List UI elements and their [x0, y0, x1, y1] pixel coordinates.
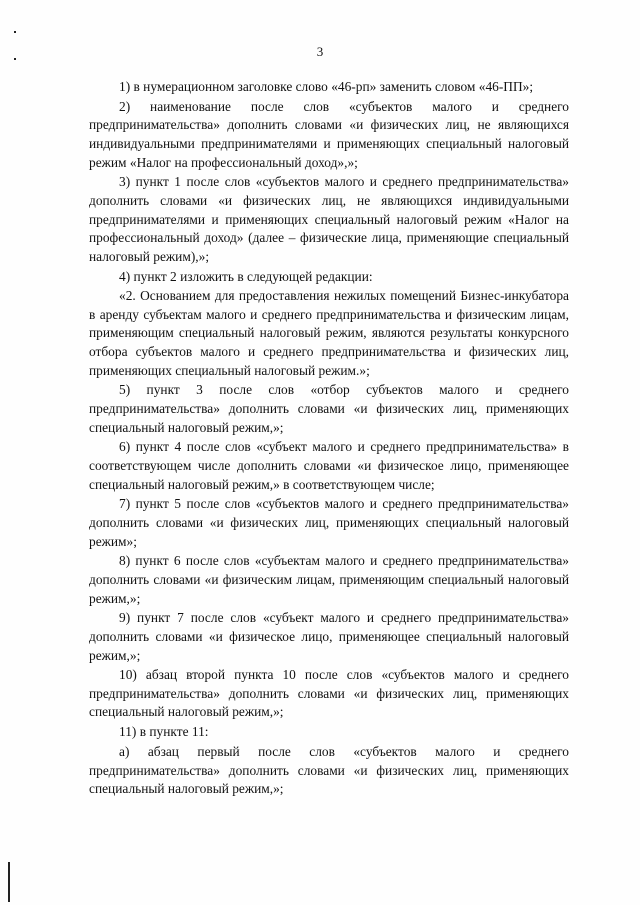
paragraph-1: 1) в нумерационном заголовке слово «46-рп» заменить словом «46-ПП»;: [119, 79, 534, 94]
paragraph-8: 7) пункт 5 после слов «субъектов малого и среднего предпринимательства» дополнить словами «и физических лиц, применяющих специальный налоговый режим»;: [89, 496, 569, 549]
paragraph-6: 5) пункт 3 после слов «отбор субъектов малого и среднего предпринимательства» дополнить словами «и физических лиц, применяющих специальный налоговый режим,»;: [89, 382, 569, 435]
paragraph-2: 2) наименование после слов «субъектов малого и среднего предпринимательства» дополнить словами «и физических лиц, не являющихся индивидуальными предпринимателями и применяющих специальный налоговый режим «Налог на профессиональный доход»,»;: [89, 98, 569, 170]
scan-edge-mark: [8, 862, 10, 902]
paragraph-11: 10) абзац второй пункта 10 после слов «субъектов малого и среднего предпринимательства» дополнить словами «и физических лиц, применяющих специальный налоговый режим,»;: [89, 667, 569, 720]
scan-speck: [14, 31, 16, 33]
page-number: 3: [316, 44, 324, 59]
paragraph-10: 9) пункт 7 после слов «субъект малого и среднего предпринимательства» дополнить словами «и физическое лицо, применяющее специальный налоговый режим,»;: [89, 610, 569, 663]
document-body: [89, 78, 569, 800]
paragraph-7: 6) пункт 4 после слов «субъект малого и среднего предпринимательства» в соответствующем числе дополнить словами «и физическое лицо, применяющее специальный налоговый режим,» в соответствующем числе;: [89, 439, 569, 492]
paragraph-3: 3) пункт 1 после слов «субъектов малого и среднего предпринимательства» дополнить словами «и физических лиц, не являющихся индивидуальными предпринимателями и применяющих специальный налоговый режим «Налог на профессиональный доход» (далее – физические лица, применяющие специальный налоговый режим),»;: [89, 174, 569, 264]
paragraph-13: а) абзац первый после слов «субъектов малого и среднего предпринимательства» дополнить словами «и физических лиц, применяющих специальный налоговый режим,»;: [89, 744, 569, 797]
paragraph-9: 8) пункт 6 после слов «субъектам малого и среднего предпринимательства» дополнить словами «и физическим лицам, применяющим специальный налоговый режим,»;: [89, 553, 569, 606]
paragraph-5: «2. Основанием для предоставления нежилых помещений Бизнес-инкубатора в аренду субъектам малого и среднего предпринимательства и физическим лицам, применяющим специальный налоговый режим, являются результаты конкурсного отбора субъектов малого и среднего предпринимательства и физических лиц, применяющих специальный налоговый режим.»;: [89, 288, 569, 378]
paragraph-4: 4) пункт 2 изложить в следующей редакции:: [119, 268, 373, 284]
paragraph-12: 11) в пункте 11:: [119, 724, 209, 740]
